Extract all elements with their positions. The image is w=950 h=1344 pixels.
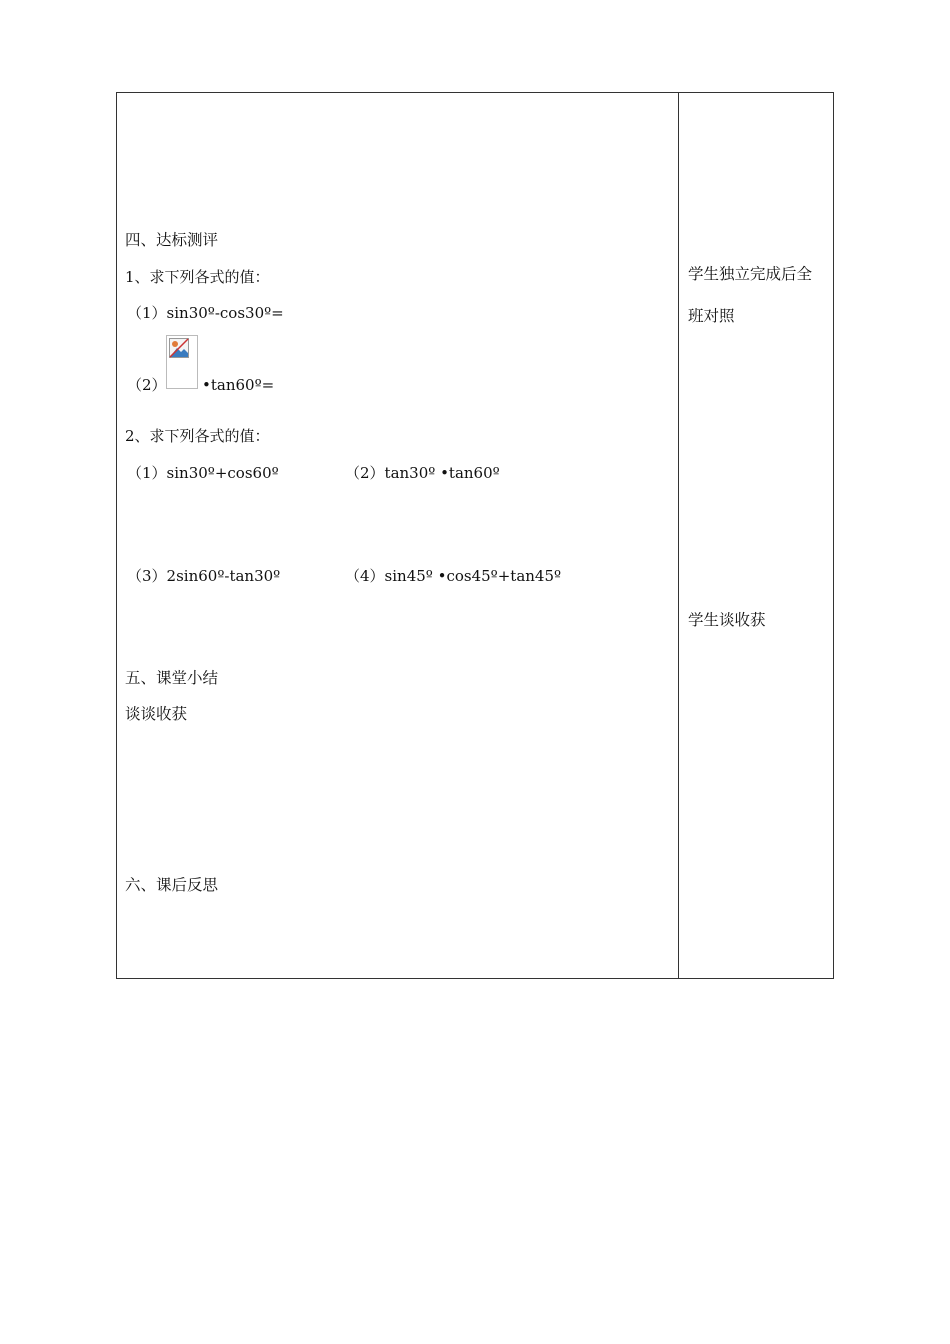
q1-item-2-suffix: •tan60º= <box>202 376 275 394</box>
q2-title: 2、求下列各式的值： <box>125 427 270 445</box>
q2-item-3: （3）2sin60º-tan30º <box>127 567 281 585</box>
right-note-2: 学生谈收获 <box>688 611 766 629</box>
q2-item-4: （4）sin45º •cos45º+tan45º <box>345 567 562 585</box>
right-note-1-line-1: 学生独立完成后全 <box>688 265 813 283</box>
section4-heading: 四、达标测评 <box>125 231 219 249</box>
q1-item-2-prefix: （2） <box>127 376 167 394</box>
q1-title: 1、求下列各式的值： <box>125 268 270 286</box>
right-note-1-line-2: 班对照 <box>688 307 735 325</box>
section6-heading: 六、课后反思 <box>125 876 219 894</box>
image-icon <box>169 338 189 358</box>
q2-item-2: （2）tan30º •tan60º <box>345 464 500 482</box>
q2-item-1: （1）sin30º+cos60º <box>127 464 279 482</box>
section5-line: 谈谈收获 <box>125 705 188 723</box>
q1-item-1: （1）sin30º-cos30º= <box>127 304 284 322</box>
broken-image-placeholder <box>166 335 198 389</box>
lesson-table <box>116 92 834 979</box>
section5-heading: 五、课堂小结 <box>125 669 219 687</box>
column-divider <box>678 92 679 979</box>
